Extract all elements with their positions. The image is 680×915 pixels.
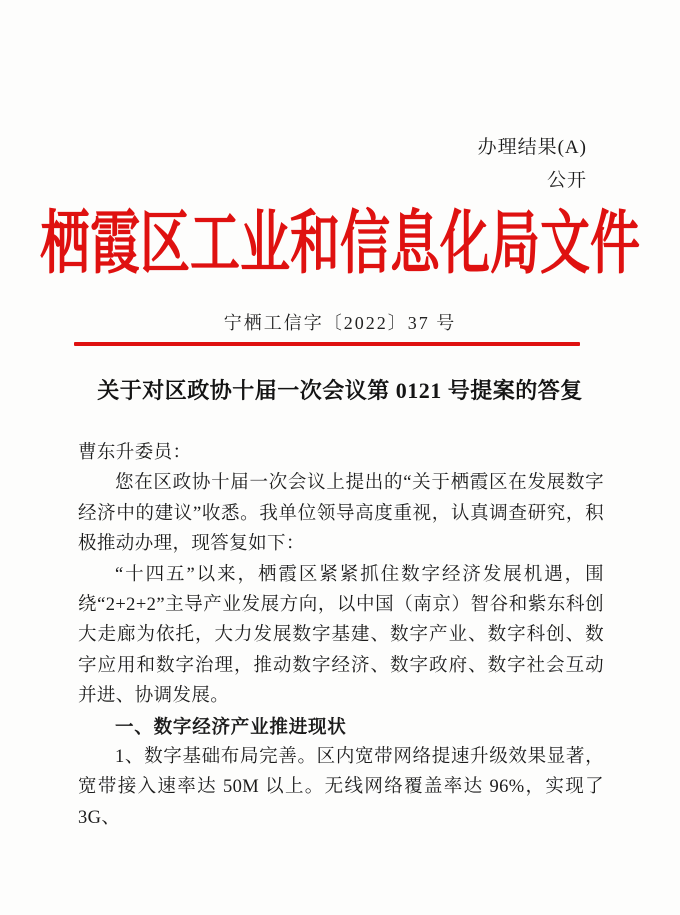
paragraph-item-1: 1、数字基础布局完善。区内宽带网络提速升级效果显著，宽带接入速率达 50M 以上。无线网络覆盖率达 96%，实现了 3G、	[78, 747, 604, 828]
red-divider-rule	[74, 342, 580, 346]
paragraph-intro: 您在区政协十届一次会议上提出的“关于栖霞区在发展数字经济中的建议”收悉。我单位领导高度重视，认真调查研究，积极推动办理，现答复如下：	[78, 473, 604, 555]
paragraph-overview: “十四五”以来，栖霞区紧紧抓住数字经济发展机遇，围绕“2+2+2”主导产业发展方向，以中国（南京）智谷和紫东科创大走廊为依托，大力发展数字基建、数字产业、数字科创、数字应用和数字治理，推动数字经济、数字政府、数字社会互动并进、协调发展。	[78, 564, 604, 707]
publicity-label: 公开	[546, 170, 587, 191]
agency-masthead-title: 栖霞区工业和信息化局文件	[40, 204, 640, 282]
letter-body	[78, 438, 604, 833]
document-number: 宁栖工信字〔2022〕37 号	[223, 313, 457, 333]
header-meta	[478, 131, 587, 197]
salutation: 曹东升委员：	[78, 443, 192, 463]
section-heading: 一、数字经济产业推进现状	[115, 715, 347, 737]
subject-title: 关于对区政协十届一次会议第 0121 号提案的答复	[97, 378, 583, 403]
handling-result-label: 办理结果(A)	[477, 137, 587, 158]
